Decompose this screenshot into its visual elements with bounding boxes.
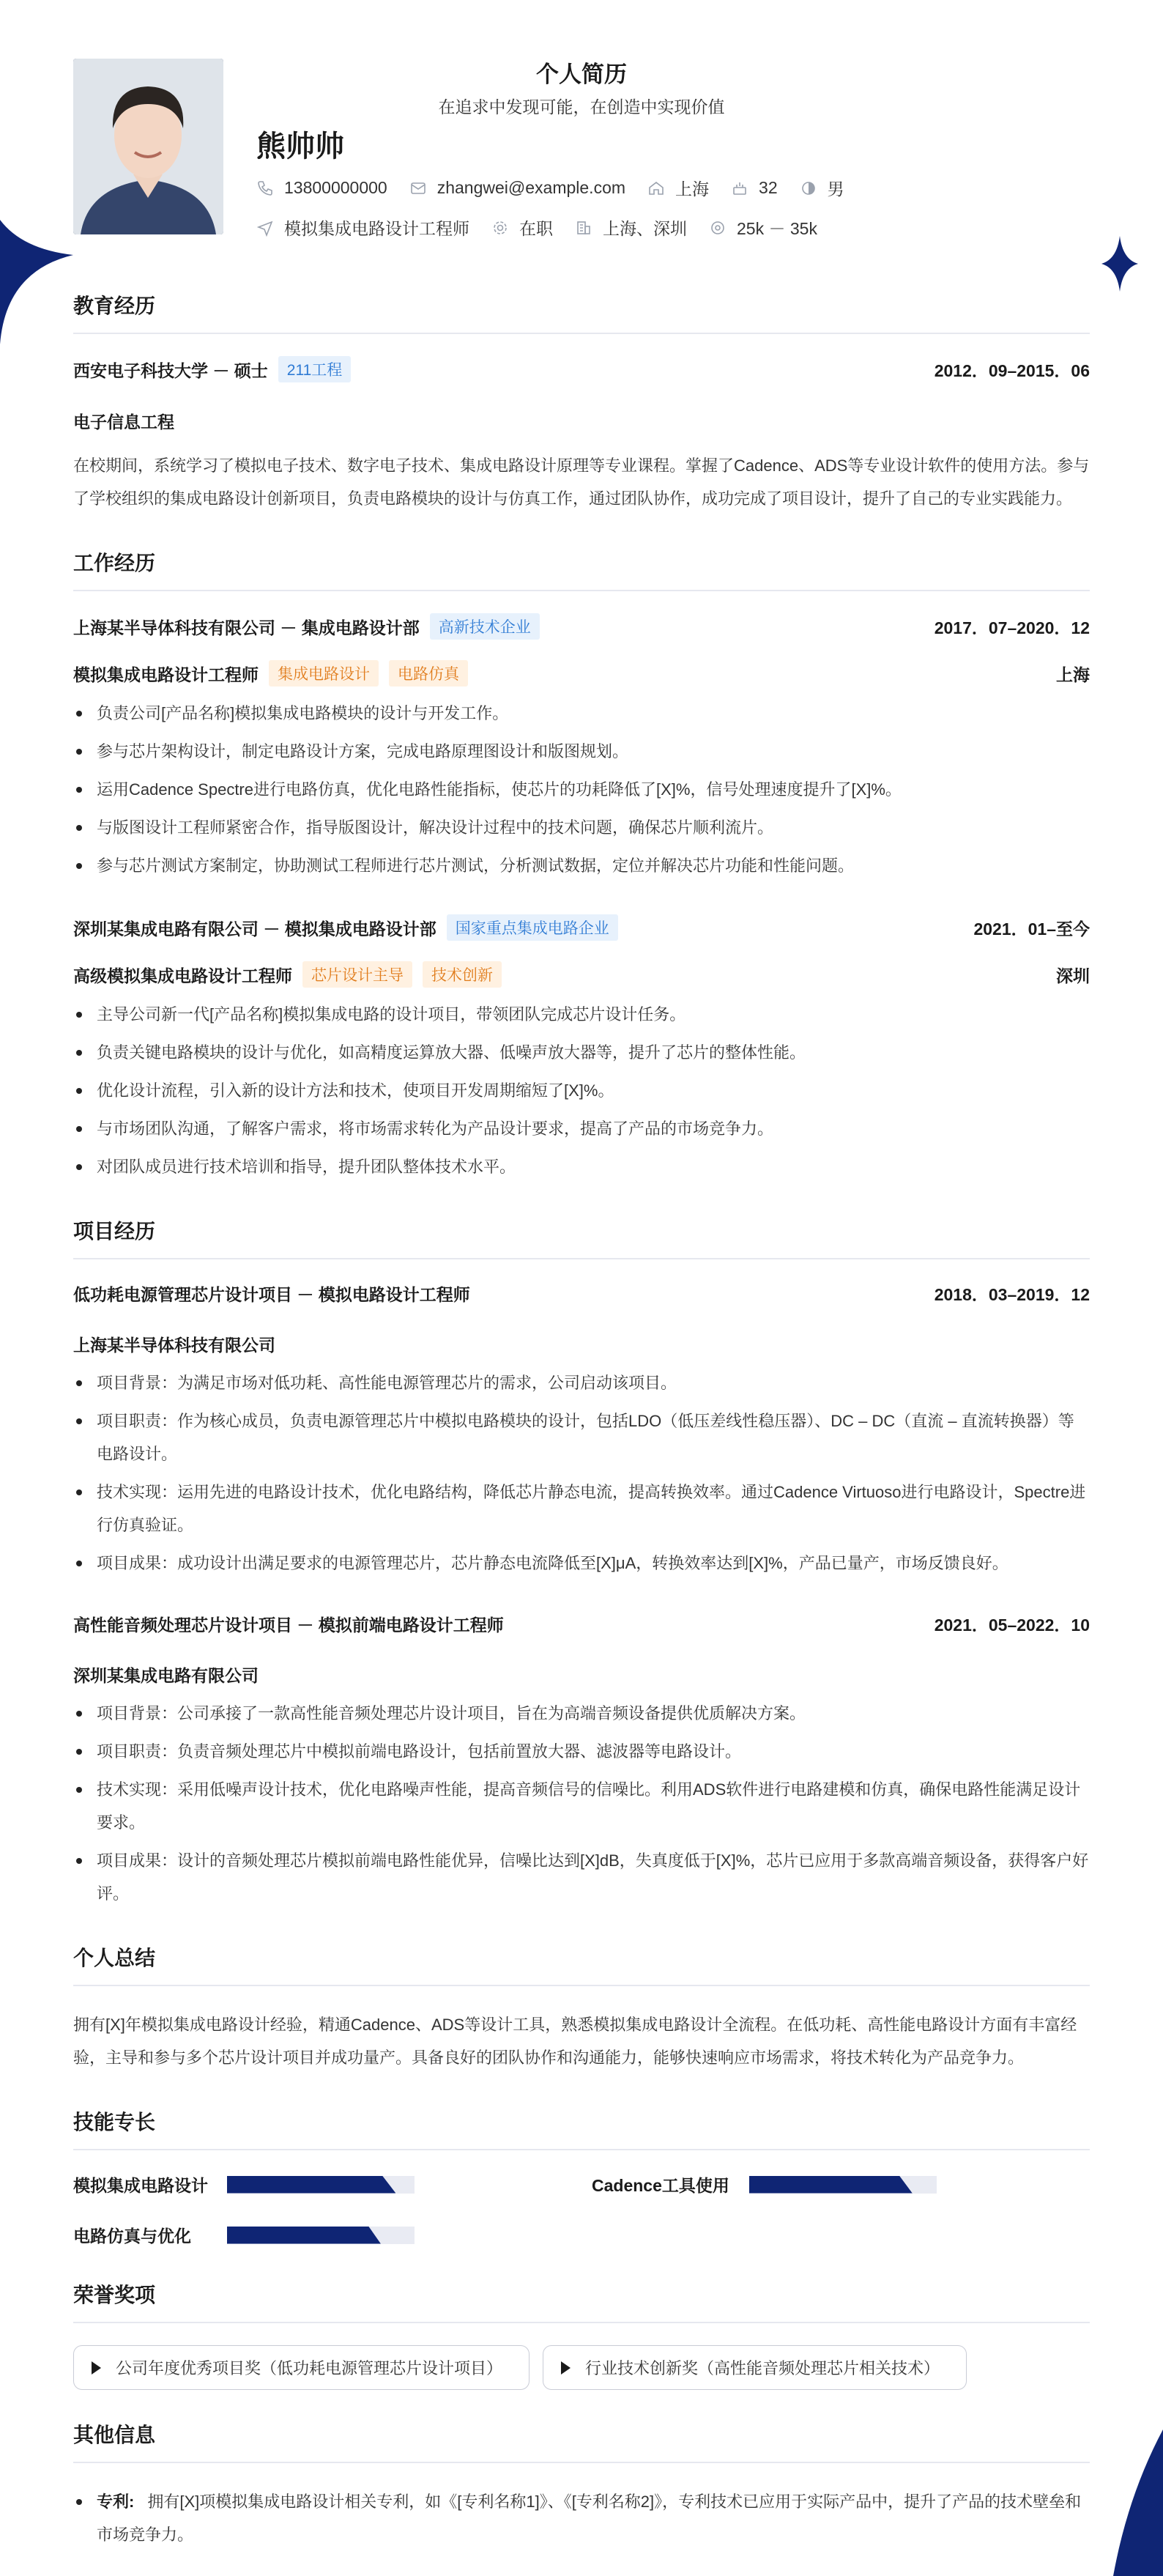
school-tag: 211工程 bbox=[278, 356, 351, 382]
work-section bbox=[73, 547, 1090, 1183]
job-title-item bbox=[256, 215, 469, 240]
major: 电子信息工程 bbox=[73, 412, 174, 432]
building-icon bbox=[575, 219, 592, 237]
list-item: 负责关键电路模块的设计与优化，如高精度运算放大器、低噪声放大器等，提升了芯片的整体性能。 bbox=[73, 1036, 1090, 1069]
document-title: 个人简历 bbox=[536, 62, 627, 87]
work-date: 2017．07–2020．12 bbox=[934, 618, 1090, 637]
position-name: 高级模拟集成电路设计工程师 bbox=[73, 966, 292, 985]
age-item bbox=[731, 178, 778, 198]
project-name: 低功耗电源管理芯片设计项目 － 模拟电路设计工程师 bbox=[73, 1285, 470, 1304]
honors-list bbox=[73, 2345, 1090, 2390]
skill-bar-fill bbox=[227, 2227, 381, 2244]
list-item: 与市场团队沟通，了解客户需求，将市场需求转化为产品设计要求，提高了产品的市场竞争力。 bbox=[73, 1112, 1090, 1145]
target-city-text: 上海、深圳 bbox=[603, 219, 687, 238]
phone-text: 13800000000 bbox=[284, 178, 387, 197]
resume-header bbox=[73, 0, 1090, 264]
list-item: 优化设计流程，引入新的设计方法和技术，使项目开发周期缩短了[X]%。 bbox=[73, 1074, 1090, 1107]
candidate-name: 熊帅帅 bbox=[256, 130, 344, 163]
honor-text: 行业技术创新奖（高性能音频处理芯片相关技术） bbox=[585, 2359, 940, 2377]
list-item: 项目背景：为满足市场对低功耗、高性能电源管理芯片的需求，公司启动该项目。 bbox=[73, 1366, 1090, 1399]
projects-section bbox=[73, 1215, 1090, 1910]
list-item: 技术实现：采用低噪声设计技术，优化电路噪声性能，提高音频信号的信噪比。利用ADS软件进行电路建模和仿真，确保电路性能满足设计要求。 bbox=[73, 1773, 1090, 1839]
summary-text: 拥有[X]年模拟集成电路设计经验，精通Cadence、ADS等设计工具，熟悉模拟集成电路设计全流程。在低功耗、高性能电路设计方面有丰富经验，主导和参与多个芯片设计项目并成功量产。具备良好的团队协作和沟通能力，能够快速响应市场需求，将技术转化为产品竞争力。 bbox=[73, 2016, 1077, 2067]
gender-text: 男 bbox=[827, 179, 844, 199]
work-date: 2021．01–至今 bbox=[973, 919, 1090, 939]
job-title-text: 模拟集成电路设计工程师 bbox=[284, 219, 469, 238]
list-item: 参与芯片测试方案制定，协助测试工程师进行芯片测试，分析测试数据，定位并解决芯片功能和性能问题。 bbox=[73, 849, 1090, 882]
project-name: 高性能音频处理芯片设计项目 － 模拟前端电路设计工程师 bbox=[73, 1615, 504, 1635]
skill-item bbox=[73, 2223, 592, 2247]
project-date: 2021．05–2022．10 bbox=[934, 1615, 1090, 1635]
position-name: 模拟集成电路设计工程师 bbox=[73, 665, 259, 684]
status-text: 在职 bbox=[519, 219, 553, 238]
skills-title: 技能专长 bbox=[73, 2106, 1090, 2150]
other-text: 拥有[X]项模拟集成电路设计相关专利，如《[专利名称1]》、《[专利名称2]》，专利技术已应用于实际产品中，提升了产品的技术壁垒和市场竞争力。 bbox=[97, 2492, 1082, 2544]
mail-icon bbox=[409, 179, 427, 197]
list-item: 与版图设计工程师紧密合作，指导版图设计，解决设计过程中的技术问题，确保芯片顺利流片。 bbox=[73, 811, 1090, 844]
list-item bbox=[73, 2485, 1090, 2551]
phone-item bbox=[256, 178, 387, 198]
email-item bbox=[409, 178, 625, 198]
work-bullets bbox=[73, 998, 1090, 1183]
target-city-item bbox=[575, 215, 687, 240]
project-date: 2018．03–2019．12 bbox=[934, 1285, 1090, 1304]
company-name: 上海某半导体科技有限公司 － 集成电路设计部 bbox=[73, 618, 420, 637]
work-bullets bbox=[73, 697, 1090, 882]
motto: 在追求中发现可能，在创造中实现价值 bbox=[438, 97, 725, 116]
home-icon bbox=[647, 179, 665, 197]
city-text: 上海 bbox=[675, 179, 710, 199]
company-tag: 国家重点集成电路企业 bbox=[447, 914, 618, 941]
other-list bbox=[73, 2485, 1090, 2551]
work-title: 工作经历 bbox=[73, 547, 1090, 591]
school-name: 西安电子科技大学 － 硕士 bbox=[73, 360, 268, 380]
list-item: 项目背景：公司承接了一款高性能音频处理芯片设计项目，旨在为高端音频设备提供优质解决方案。 bbox=[73, 1697, 1090, 1730]
company-name: 深圳某集成电路有限公司 － 模拟集成电路设计部 bbox=[73, 919, 436, 939]
paper-plane-icon bbox=[256, 219, 274, 237]
list-item: 项目成果：成功设计出满足要求的电源管理芯片，芯片静态电流降低至[X]μA，转换效率达到[X]%，产品已量产，市场反馈良好。 bbox=[73, 1547, 1090, 1580]
position-tag: 集成电路设计 bbox=[269, 660, 379, 686]
play-triangle-icon bbox=[92, 2361, 101, 2375]
city-item bbox=[647, 176, 709, 200]
education-description: 在校期间，系统学习了模拟电子技术、数字电子技术、集成电路设计原理等专业课程。掌握了Cadence、ADS等专业设计软件的使用方法。参与了学校组织的集成电路设计创新项目，负责电路模块的设计与仿真工作，通过团队协作，成功完成了项目设计，提升了自己的专业实践能力。 bbox=[73, 456, 1090, 508]
list-item: 项目成果：设计的音频处理芯片模拟前端电路性能优异，信噪比达到[X]dB，失真度低于[X]%，芯片已应用于多款高端音频设备，获得客户好评。 bbox=[73, 1844, 1090, 1910]
list-item: 项目职责：作为核心成员，负责电源管理芯片中模拟电路模块的设计，包括LDO（低压差线性稳压器）、DC – DC（直流 – 直流转换器）等电路设计。 bbox=[73, 1404, 1090, 1470]
other-label: 专利: bbox=[97, 2492, 135, 2511]
honor-text: 公司年度优秀项目奖（低功耗电源管理芯片设计项目） bbox=[116, 2359, 503, 2377]
project-company: 深圳某集成电路有限公司 bbox=[73, 1666, 259, 1685]
skill-item bbox=[73, 2172, 592, 2196]
contact-row bbox=[256, 176, 866, 200]
work-item bbox=[73, 613, 1090, 882]
other-section bbox=[73, 2419, 1090, 2551]
gear-icon bbox=[491, 219, 509, 237]
skill-bar-fill bbox=[227, 2176, 395, 2194]
skill-name: Cadence工具使用 bbox=[592, 2176, 729, 2195]
honors-section bbox=[73, 2279, 1090, 2390]
coin-icon bbox=[709, 219, 727, 237]
summary-title: 个人总结 bbox=[73, 1942, 1090, 1986]
honor-item bbox=[543, 2345, 967, 2390]
position-tag: 电路仿真 bbox=[389, 660, 468, 686]
skill-name: 电路仿真与优化 bbox=[73, 2227, 191, 2246]
project-bullets bbox=[73, 1366, 1090, 1580]
project-company: 上海某半导体科技有限公司 bbox=[73, 1336, 275, 1355]
list-item: 参与芯片架构设计，制定电路设计方案，完成电路原理图设计和版图规划。 bbox=[73, 735, 1090, 768]
email-text: zhangwei@example.com bbox=[436, 178, 626, 197]
summary-section bbox=[73, 1942, 1090, 2074]
skill-name: 模拟集成电路设计 bbox=[73, 2176, 208, 2195]
education-date: 2012．09–2015．06 bbox=[934, 360, 1090, 380]
skills-list bbox=[73, 2172, 1090, 2247]
education-item bbox=[73, 356, 1090, 515]
other-title: 其他信息 bbox=[73, 2419, 1090, 2463]
cake-icon bbox=[731, 179, 748, 197]
gender-item bbox=[800, 176, 844, 200]
gender-icon bbox=[800, 179, 817, 197]
project-item bbox=[73, 1612, 1090, 1910]
work-item bbox=[73, 914, 1090, 1183]
company-tag: 高新技术企业 bbox=[430, 613, 540, 640]
salary-item bbox=[709, 215, 817, 240]
phone-icon bbox=[256, 179, 274, 197]
work-location: 深圳 bbox=[1056, 966, 1090, 985]
position-tag: 芯片设计主导 bbox=[302, 961, 412, 988]
work-location: 上海 bbox=[1056, 665, 1090, 684]
skill-bar bbox=[227, 2227, 415, 2244]
honor-item bbox=[73, 2345, 530, 2390]
salary-text: 25k － 35k bbox=[737, 219, 817, 238]
position-tag: 技术创新 bbox=[423, 961, 502, 988]
list-item: 主导公司新一代[产品名称]模拟集成电路的设计项目，带领团队完成芯片设计任务。 bbox=[73, 998, 1090, 1031]
status-item bbox=[491, 215, 553, 240]
list-item: 对团队成员进行技术培训和指导，提升团队整体技术水平。 bbox=[73, 1150, 1090, 1183]
list-item: 负责公司[产品名称]模拟集成电路模块的设计与开发工作。 bbox=[73, 697, 1090, 730]
education-title: 教育经历 bbox=[73, 290, 1090, 334]
list-item: 技术实现：运用先进的电路设计技术，优化电路结构，降低芯片静态电流，提高转换效率。通过Cadence Virtuoso进行电路设计，Spectre进行仿真验证。 bbox=[73, 1476, 1090, 1541]
skill-bar bbox=[749, 2176, 937, 2194]
job-intent-row bbox=[256, 215, 839, 240]
list-item: 运用Cadence Spectre进行电路仿真，优化电路性能指标，使芯片的功耗降低了[X]%，信号处理速度提升了[X]%。 bbox=[73, 773, 1090, 806]
honors-title: 荣誉奖项 bbox=[73, 2279, 1090, 2323]
age-text: 32 bbox=[759, 178, 778, 197]
skill-item bbox=[592, 2172, 1031, 2196]
skill-bar bbox=[227, 2176, 415, 2194]
project-bullets bbox=[73, 1697, 1090, 1910]
projects-title: 项目经历 bbox=[73, 1215, 1090, 1259]
skills-section bbox=[73, 2106, 1090, 2247]
project-item bbox=[73, 1281, 1090, 1580]
education-section bbox=[73, 290, 1090, 515]
list-item: 项目职责：负责音频处理芯片中模拟前端电路设计，包括前置放大器、滤波器等电路设计。 bbox=[73, 1735, 1090, 1768]
play-triangle-icon bbox=[561, 2361, 571, 2375]
skill-bar-fill bbox=[749, 2176, 913, 2194]
